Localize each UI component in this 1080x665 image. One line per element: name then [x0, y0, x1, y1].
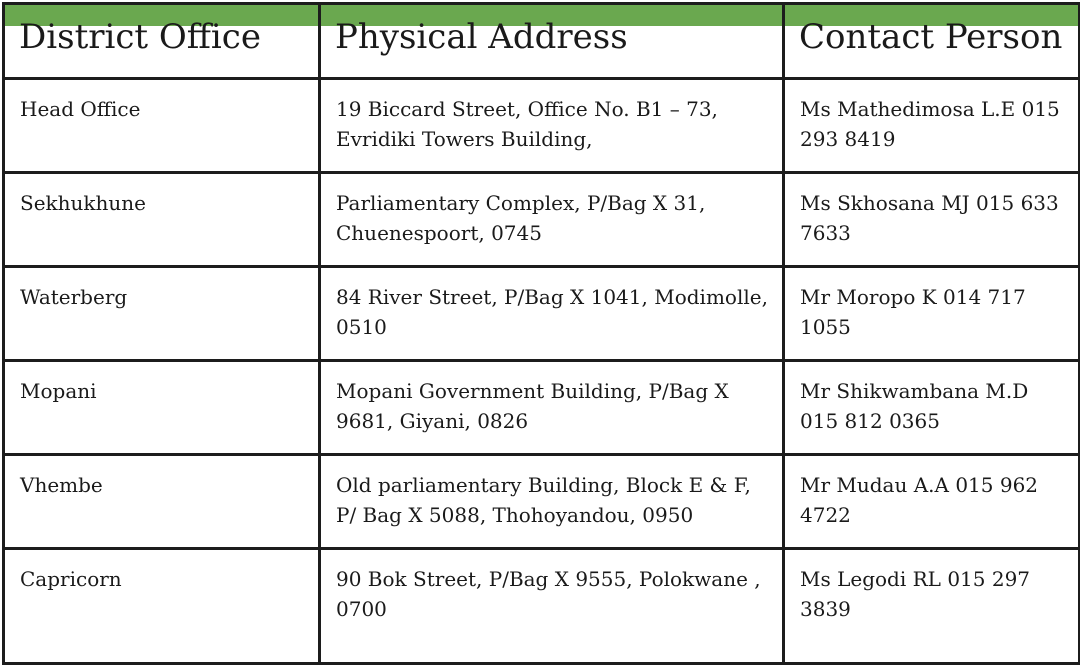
contact-cell: Ms Legodi RL 015 297 3839 [784, 549, 1080, 664]
district-cell: Waterberg [4, 267, 320, 361]
table-header-row [4, 4, 1080, 79]
table-row [4, 549, 1080, 664]
contact-cell: Mr Mudau A.A 015 962 4722 [784, 455, 1080, 549]
contact-cell: Ms Mathedimosa L.E 015 293 8419 [784, 79, 1080, 173]
contact-cell: Mr Shikwambana M.D 015 812 0365 [784, 361, 1080, 455]
address-cell: Old parliamentary Building, Block E & F, P/ Bag X 5088, Thohoyandou, 0950 [320, 455, 784, 549]
address-cell: 84 River Street, P/Bag X 1041, Modimolle, 0510 [320, 267, 784, 361]
table-row [4, 361, 1080, 455]
district-cell: Head Office [4, 79, 320, 173]
table-row [4, 173, 1080, 267]
contact-cell: Ms Skhosana MJ 015 633 7633 [784, 173, 1080, 267]
header-district-office: District Office [4, 4, 320, 79]
table-row [4, 79, 1080, 173]
district-cell: Mopani [4, 361, 320, 455]
table-row [4, 455, 1080, 549]
address-cell: Mopani Government Building, P/Bag X 9681, Giyani, 0826 [320, 361, 784, 455]
address-cell: 90 Bok Street, P/Bag X 9555, Polokwane , 0700 [320, 549, 784, 664]
header-contact-person: Contact Person [784, 4, 1080, 79]
district-cell: Capricorn [4, 549, 320, 664]
district-cell: Vhembe [4, 455, 320, 549]
address-cell: 19 Biccard Street, Office No. B1 – 73, Evridiki Towers Building, [320, 79, 784, 173]
district-cell: Sekhukhune [4, 173, 320, 267]
header-physical-address: Physical Address [320, 4, 784, 79]
address-cell: Parliamentary Complex, P/Bag X 31, Chuenespoort, 0745 [320, 173, 784, 267]
contact-cell: Mr Moropo K 014 717 1055 [784, 267, 1080, 361]
table-row [4, 267, 1080, 361]
district-offices-table [2, 2, 1080, 665]
